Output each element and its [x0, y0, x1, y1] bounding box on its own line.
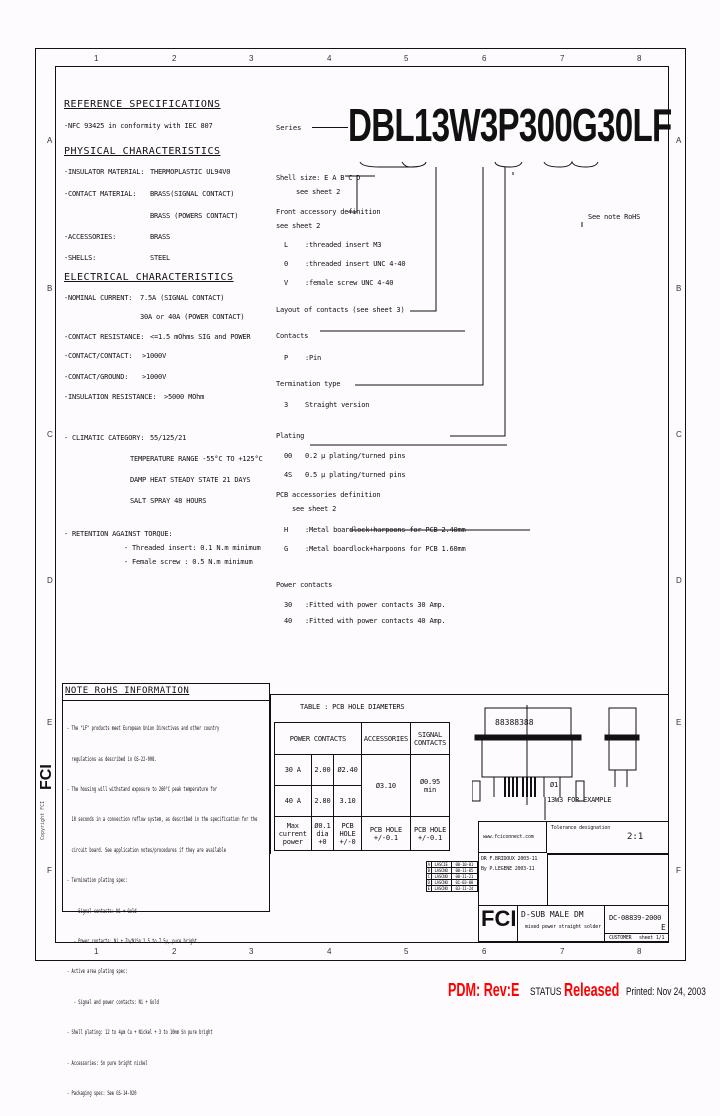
- rev-cell: 03-11-24: [451, 886, 477, 892]
- rohs-item: - Termination plating spec:: [67, 877, 128, 885]
- divider: [604, 933, 669, 934]
- spec-value: >1000V: [142, 352, 167, 360]
- drawing-title: D-SUB MALE DM: [521, 910, 584, 919]
- spec-value: 55/125/21: [150, 434, 187, 442]
- row-label: A: [676, 136, 682, 145]
- table-cell: PCB HOLE +/-0: [334, 817, 361, 851]
- sample-caption: 13W3 FOR EXAMPLE: [547, 796, 612, 804]
- option-desc: 0.2 µ plating/turned pins: [305, 452, 406, 460]
- option-code: H: [284, 526, 289, 534]
- table-cell: Ø0.95 min: [411, 755, 450, 817]
- divider: [547, 853, 548, 905]
- table-divider: [270, 694, 668, 695]
- option-code: 00: [284, 452, 293, 460]
- spec-key: -INSULATION RESISTANCE:: [64, 393, 157, 401]
- col-label: 1: [94, 947, 99, 956]
- option-desc: :Fitted with power contacts 30 Amp.: [305, 601, 446, 609]
- row-label: E: [47, 718, 53, 727]
- rev-cell: A: [427, 862, 430, 867]
- rev-cell: D: [427, 880, 430, 885]
- spec-value: BRASS: [150, 233, 171, 241]
- status-value: [564, 980, 619, 1001]
- spec-key: -CONTACT MATERIAL:: [64, 190, 137, 198]
- section-heading: REFERENCE SPECIFICATIONS: [64, 99, 221, 110]
- rev-cell: 00-11-21: [451, 874, 477, 880]
- option-desc: :Fitted with power contacts 40 Amp.: [305, 617, 446, 625]
- col-label: 4: [327, 54, 332, 63]
- table-cell: PCB HOLE +/-0.1: [411, 817, 450, 851]
- table-cell: PCB HOLE +/-0.1: [361, 817, 410, 851]
- col-label: 7: [560, 947, 565, 956]
- option-code: V: [284, 279, 289, 287]
- rev-cell: B: [427, 868, 430, 873]
- svg-text:88388388: 88388388: [495, 718, 534, 727]
- frame-right: [685, 48, 686, 960]
- table-cell: Ø2.40: [334, 755, 361, 786]
- rohs-note-ref: See note RoHS: [588, 213, 641, 221]
- series-arrow: [312, 127, 348, 128]
- spec-key: - RETENTION AGAINST TORQUE:: [64, 530, 173, 538]
- spec-key: -CONTACT/GROUND:: [64, 373, 129, 381]
- drawing-description: mixed power straight solder: [525, 924, 601, 930]
- drawing-number: DC-08839-2000: [609, 914, 662, 922]
- option-desc: :Pin: [305, 354, 322, 362]
- divider: [63, 700, 269, 701]
- spec-value: 30A or 40A (POWER CONTACT): [140, 313, 245, 321]
- drawn-by: DR F.BRIDOUX 2003-11: [481, 856, 538, 862]
- spec-value: >1000V: [142, 373, 167, 381]
- power-contacts-label: Power contacts: [276, 581, 333, 589]
- series-label: Series: [276, 124, 302, 132]
- option-desc: :threaded insert UNC 4-40: [305, 260, 406, 268]
- spec-value: >5000 MOhm: [164, 393, 205, 401]
- sheet-number: sheet 1/1: [639, 935, 665, 941]
- col-label: 3: [249, 54, 254, 63]
- rev-cell: C: [427, 874, 430, 879]
- option-code: 30: [284, 601, 293, 609]
- option-code: 0: [284, 260, 289, 268]
- rev-cell: LASCNO: [431, 874, 451, 880]
- option-code: 40: [284, 617, 293, 625]
- option-desc: :threaded insert M3: [305, 241, 382, 249]
- pcb-table-title: TABLE : PCB HOLE DIAMETERS: [300, 703, 405, 711]
- divider: [517, 906, 518, 942]
- row-label: B: [676, 284, 682, 293]
- divider: [547, 853, 669, 855]
- spec-key: -NOMINAL CURRENT:: [64, 294, 133, 302]
- option-code: G: [284, 545, 289, 553]
- pcb-hole-table: [274, 722, 450, 851]
- table-cell: Ø3.10: [361, 755, 410, 817]
- rohs-item: - Signal and power contacts: Ni + Gold: [67, 998, 159, 1006]
- section-heading: PHYSICAL CHARACTERISTICS: [64, 146, 221, 157]
- rohs-item: - Power contacts: Ni + Zn/NiSn 2.5 to 7.5µ, pure bright: [67, 938, 197, 946]
- rev-cell: 00-10-01: [451, 862, 477, 868]
- spec-value: STEEL: [150, 254, 171, 262]
- col-label: 7: [560, 54, 565, 63]
- table-divider-v: [270, 694, 271, 854]
- front-accessory-sub: see sheet 2: [276, 222, 321, 230]
- option-code: L: [284, 241, 289, 249]
- section-heading: ELECTRICAL CHARACTERISTICS: [64, 272, 234, 283]
- tolerance-note: Tolerance designation: [551, 825, 611, 831]
- rohs-item: - Shell plating: 12 to 4µm Cu + Nickel + 3 to 10mm Sn pure bright: [67, 1029, 213, 1037]
- col-label: 5: [404, 947, 409, 956]
- frame-left: [35, 48, 36, 960]
- spec-value: BRASS (POWERS CONTACT): [150, 212, 239, 220]
- rohs-item: - Accessories: Sn pure bright nickel: [67, 1059, 148, 1067]
- option-desc: 0.5 µ plating/turned pins: [305, 471, 406, 479]
- rohs-item: - The housing will withstand exposure to 260°C peak temperature for: [67, 786, 218, 794]
- rev-cell: LASCNO: [431, 880, 451, 886]
- pdm-rev-text: PDM: Rev:E: [448, 980, 520, 1000]
- option-desc: :female screw UNC 4-40: [305, 279, 394, 287]
- status-text: Released: [564, 980, 620, 1000]
- rohs-heading: NOTE RoHS INFORMATION: [65, 686, 190, 696]
- divider: [604, 906, 605, 942]
- spec-key: -ACCESSORIES:: [64, 233, 117, 241]
- row-label: D: [47, 576, 53, 585]
- table-cell: Max current power: [275, 817, 312, 851]
- spec-value: THERMOPLASTIC UL94V0: [150, 168, 231, 176]
- col-label: 6: [482, 54, 487, 63]
- rohs-note-box: [62, 683, 270, 1098]
- row-label: C: [676, 430, 682, 439]
- inner-top: [55, 66, 668, 67]
- row-label: A: [47, 136, 53, 145]
- row-label: C: [47, 430, 53, 439]
- spec-value: - Threaded insert: 0.1 N.m minimum: [124, 544, 261, 552]
- dimension-label: Ø1: [550, 781, 559, 789]
- pcb-accessories-label: PCB accessories definition: [276, 491, 381, 499]
- rev-cell: 00-11-05: [451, 868, 477, 874]
- option-desc: :Metal boardlock+harpoons for PCB 1.60mm: [305, 545, 466, 553]
- fci-logo: FCI: [481, 906, 517, 931]
- part-number: DBL13W3P300G30LF: [348, 99, 672, 151]
- row-label: D: [676, 576, 682, 585]
- spec-key: -CONTACT RESISTANCE:: [64, 333, 145, 341]
- spec-value: - Female screw : 0.5 N.m minimum: [124, 558, 253, 566]
- table-cell: 2.00: [311, 755, 334, 786]
- rohs-item: - Packaging spec: See GS-14-920: [67, 1090, 137, 1098]
- rohs-item: regulations as described in GS-22-008.: [67, 755, 157, 763]
- copyright-text: Copyright FCI: [40, 800, 46, 840]
- col-label: 3: [249, 947, 254, 956]
- table-cell: 3.10: [334, 786, 361, 817]
- scale-value: 2:1: [627, 832, 644, 842]
- option-code: 4S: [284, 471, 293, 479]
- table-header: POWER CONTACTS: [275, 723, 362, 755]
- checked-by: By P.LEGENE 2003-11: [481, 866, 535, 872]
- spec-value: SALT SPRAY 48 HOURS: [130, 497, 207, 505]
- option-desc: Straight version: [305, 401, 370, 409]
- rohs-list: [67, 706, 257, 1116]
- website: www.fciconnect.com: [483, 834, 534, 840]
- row-label: E: [676, 718, 682, 727]
- frame-top: [35, 48, 685, 49]
- table-cell: 30 A: [275, 755, 312, 786]
- spec-value: <=1.5 mOhms SIG and POWER: [150, 333, 251, 341]
- spec-key: -INSULATOR MATERIAL:: [64, 168, 145, 176]
- table-header: ACCESSORIES: [361, 723, 410, 755]
- table-header: SIGNAL CONTACTS: [411, 723, 450, 755]
- option-desc: :Metal boardlock+harpoons for PCB 2.40mm: [305, 526, 466, 534]
- spec-value: BRASS(SIGNAL CONTACT): [150, 190, 235, 198]
- col-label: 8: [637, 54, 642, 63]
- rohs-item: circuit board. See application notes/procedures if they are available: [67, 846, 227, 854]
- pcb-accessories-sub: see sheet 2: [292, 505, 337, 513]
- col-label: 6: [482, 947, 487, 956]
- spec-key: -SHELLS:: [64, 254, 97, 262]
- spec-line: -NFC 93425 in conformity with IEC 807: [64, 122, 213, 130]
- rohs-item: - The "LF" products meet European Union Directives and other country: [67, 725, 220, 733]
- col-label: 8: [637, 947, 642, 956]
- callout-leaders: [270, 155, 670, 635]
- pdm-revision: [448, 980, 519, 1001]
- printed-date: Printed: Nov 24, 2003: [626, 986, 706, 998]
- shell-size-sub: see sheet 2: [296, 188, 341, 196]
- rohs-item: 10 seconds in a convection reflow system, as described in the specification for the: [67, 816, 258, 824]
- col-label: 1: [94, 54, 99, 63]
- shell-size-label: Shell size: E A B C D: [276, 174, 361, 182]
- col-label: 4: [327, 947, 332, 956]
- rev-cell: LASCNO: [431, 868, 451, 874]
- option-code: 3: [284, 401, 289, 409]
- contacts-label: Contacts: [276, 332, 309, 340]
- fci-logo-vertical: FCI: [38, 764, 55, 790]
- rohs-item: - Active area plating spec:: [67, 968, 128, 976]
- plating-label: Plating: [276, 432, 305, 440]
- row-label: F: [676, 866, 681, 875]
- rev-cell: 01-03-08: [451, 880, 477, 886]
- layout-label: Layout of contacts (see sheet 3): [276, 306, 405, 314]
- rev-cell: LASCIE: [431, 862, 451, 868]
- spec-key: -CONTACT/CONTACT:: [64, 352, 133, 360]
- col-label: 5: [404, 54, 409, 63]
- status-label: STATUS: [530, 986, 562, 998]
- rohs-item: - Signal contacts: Ni + Gold: [67, 907, 137, 915]
- rev-cell: E: [427, 886, 430, 891]
- spec-value: 7.5A (SIGNAL CONTACT): [140, 294, 225, 302]
- table-cell: 40 A: [275, 786, 312, 817]
- row-label: B: [47, 284, 53, 293]
- col-label: 2: [172, 54, 177, 63]
- table-cell: Ø0.1 dia +0: [311, 817, 334, 851]
- spec-value: TEMPERATURE RANGE -55°C TO +125°C: [130, 455, 263, 463]
- row-label: F: [47, 866, 52, 875]
- front-accessory-label: Front accessory definition: [276, 208, 381, 216]
- termination-label: Termination type: [276, 380, 341, 388]
- table-cell: 2.80: [311, 786, 334, 817]
- spec-key: - CLIMATIC CATEGORY:: [64, 434, 145, 442]
- rev-cell: LASCNO: [431, 886, 451, 892]
- spec-value: DAMP HEAT STEADY STATE 21 DAYS: [130, 476, 251, 484]
- customer-label: CUSTOMER: [609, 935, 632, 941]
- option-code: P: [284, 354, 289, 362]
- inner-left: [55, 66, 56, 942]
- col-label: 2: [172, 947, 177, 956]
- title-block: [478, 821, 668, 942]
- revision-letter: E: [661, 923, 666, 932]
- revision-table: [426, 861, 478, 892]
